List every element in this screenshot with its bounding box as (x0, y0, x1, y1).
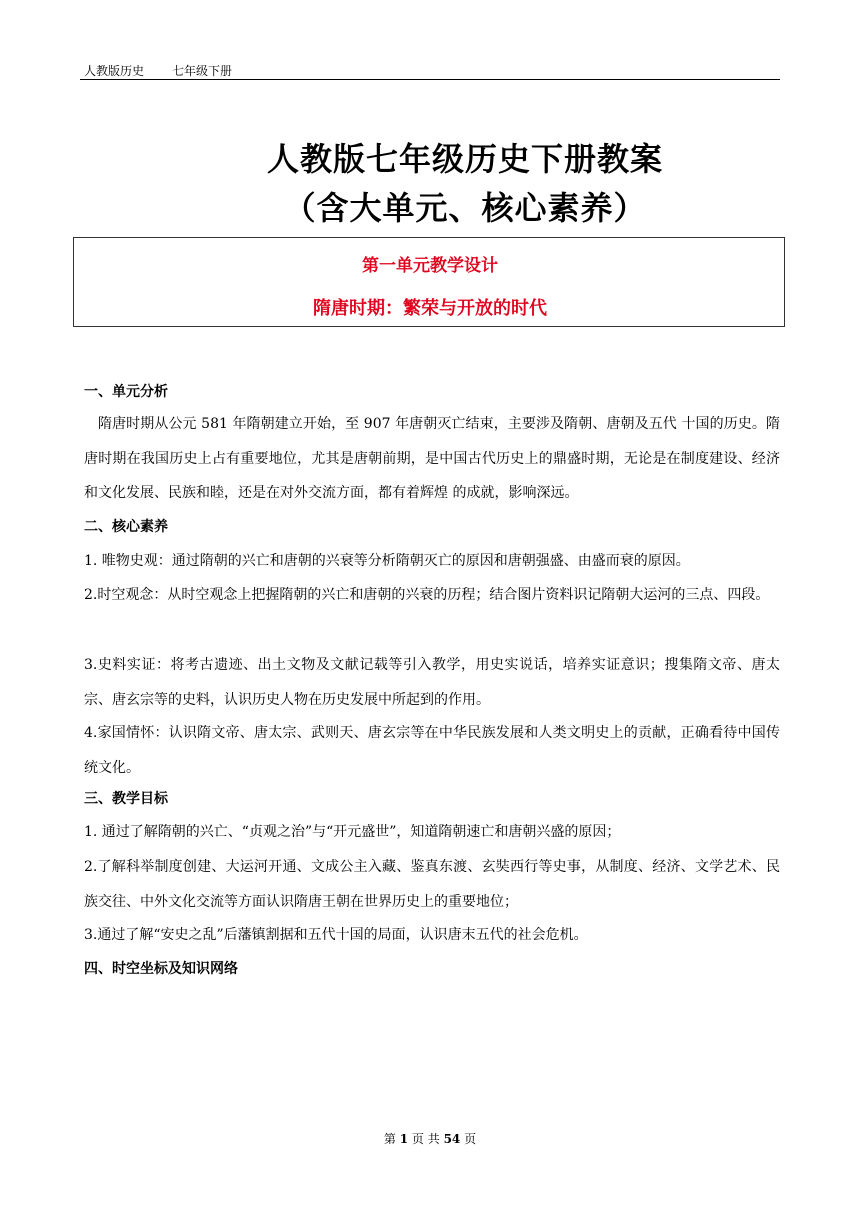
core-literacy-item: 4.家国情怀：认识隋文帝、唐太宗、武则天、唐玄宗等在中华民族发展和人类文明史上的贡献，正确看待中国传统文化。 (84, 725, 780, 776)
footer-text: 第 (383, 1132, 396, 1146)
section-heading-timeline: 四、时空坐标及知识网络 (84, 961, 238, 977)
header-left: 人教版历史 (84, 64, 145, 78)
unit-design-title: 第一单元教学设计 (362, 256, 498, 276)
footer-text: 页 共 (411, 1132, 440, 1146)
teaching-goal-item: 1. 通过了解隋朝的兴亡、“贞观之治”与“开元盛世”，知道隋朝速亡和唐朝兴盛的原因； (84, 824, 621, 840)
core-literacy-item: 2.时空观念：从时空观念上把握隋朝的兴亡和唐朝的兴衰的历程；结合图片资料识记隋朝大运河的三点、四段。 (84, 587, 770, 603)
unit-theme-title: 隋唐时期：繁荣与开放的时代 (313, 298, 547, 319)
core-literacy-item: 1. 唯物史观：通过隋朝的兴亡和唐朝的兴衰等分析隋朝灭亡的原因和唐朝强盛、由盛而衰的原因。 (84, 553, 690, 569)
running-header (84, 62, 232, 79)
section-heading-unit-analysis: 一、单元分析 (84, 384, 168, 400)
page-footer (0, 1130, 860, 1147)
document-title: 人教版七年级历史下册教案 (266, 140, 663, 178)
header-right: 七年级下册 (172, 64, 233, 78)
total-pages: 54 (443, 1132, 461, 1146)
teaching-goal-item: 3.通过了解“安史之乱”后藩镇割据和五代十国的局面，认识唐末五代的社会危机。 (84, 927, 588, 943)
unit-analysis-paragraph: 隋唐时期从公元 581 年隋朝建立开始，至 907 年唐朝灭亡结束，主要涉及隋朝、唐朝及五代 十国的历史。隋唐时期在我国历史上占有重要地位，尤其是唐朝前期，是中国古代历史上的鼎盛时期，无论是在制度建设、经济和文化发展、民族和睦，还是在对外交流方面，都有着辉煌 的成就，影响深远。 (84, 416, 780, 501)
document-subtitle: （含大单元、核心素养） (283, 189, 647, 227)
page-number: 1 (399, 1132, 409, 1146)
footer-text: 页 (464, 1132, 477, 1146)
core-literacy-item: 3.史料实证：将考古遗迹、出土文物及文献记载等引入教学，用史实说话，培养实证意识；搜集隋文帝、唐太宗、唐玄宗等的史料，认识历史人物在历史发展中所起到的作用。 (84, 657, 780, 708)
section-heading-teaching-goals: 三、教学目标 (84, 791, 168, 807)
header-rule (80, 79, 780, 80)
teaching-goal-item: 2.了解科举制度创建、大运河开通、文成公主入藏、鉴真东渡、玄奘西行等史事，从制度、经济、文学艺术、民族交往、中外文化交流等方面认识隋唐王朝在世界历史上的重要地位； (84, 859, 780, 910)
section-heading-core-literacy: 二、核心素养 (84, 519, 168, 535)
